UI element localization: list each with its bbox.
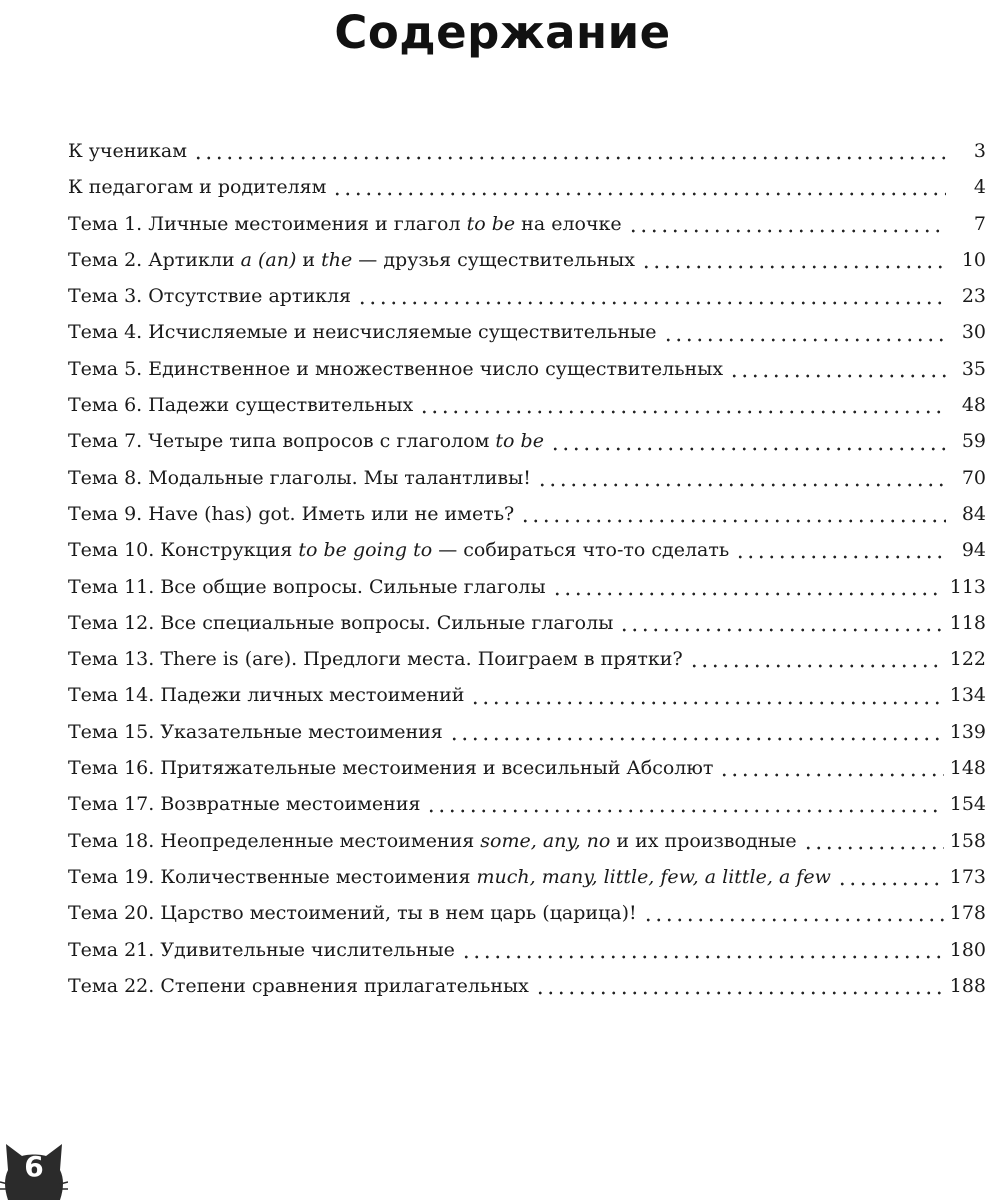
page-number: 6 bbox=[24, 1150, 44, 1183]
dot-leader bbox=[461, 955, 944, 959]
toc-entry-title-text: К ученикам bbox=[68, 140, 188, 162]
toc-entry[interactable] bbox=[68, 823, 986, 859]
toc-entry[interactable] bbox=[68, 641, 986, 677]
dot-leader bbox=[719, 773, 943, 777]
toc-entry-page-number: 10 bbox=[961, 248, 986, 271]
toc-entry-title bbox=[68, 677, 470, 713]
toc-entry-title-text: Тема 20. Царство местоимений, ты в нем царь (царица)! bbox=[68, 902, 637, 925]
toc-entry-page-number: 148 bbox=[949, 757, 986, 780]
toc-entry-title bbox=[68, 750, 719, 786]
toc-entry[interactable] bbox=[68, 351, 986, 387]
toc-entry-page-number: 118 bbox=[949, 611, 986, 634]
toc-entry-page-number: 188 bbox=[949, 974, 986, 997]
dot-leader bbox=[619, 628, 943, 632]
toc-entry[interactable] bbox=[68, 496, 986, 532]
toc-entry-page-number: 113 bbox=[949, 575, 986, 598]
toc-entry-title-italic: to be bbox=[495, 430, 544, 453]
toc-entry-page-number: 23 bbox=[961, 285, 986, 308]
toc-entry-page-number: 84 bbox=[961, 502, 986, 525]
toc-entry-title bbox=[68, 895, 643, 931]
toc-entry[interactable] bbox=[68, 750, 986, 786]
toc-entry-title-text: К педагогам и родителям bbox=[68, 176, 327, 199]
toc-entry-title-text: Тема 1. Личные местоимения и глагол bbox=[68, 212, 467, 235]
dot-leader bbox=[449, 737, 944, 741]
toc-entry-title-text: Тема 6. Падежи существительных bbox=[68, 394, 414, 417]
dot-leader bbox=[332, 192, 946, 196]
toc-entry-page-number: 180 bbox=[949, 938, 986, 961]
dot-leader bbox=[550, 447, 946, 451]
toc-entry-title bbox=[68, 714, 449, 750]
toc-entry-title-text: Тема 18. Неопределенные местоимения bbox=[68, 829, 481, 852]
toc-entry-page-number: 30 bbox=[961, 321, 986, 344]
toc-entry-title-text: Тема 2. Артикли bbox=[68, 248, 241, 271]
toc-entry-page-number: 7 bbox=[973, 212, 986, 235]
toc-entry[interactable] bbox=[68, 278, 986, 314]
toc-entry[interactable] bbox=[68, 569, 986, 605]
toc-entry-title bbox=[68, 932, 461, 968]
toc-entry-title-italic: much, many, little, few, a little, a few bbox=[476, 865, 831, 888]
dot-leader bbox=[689, 664, 944, 668]
dot-leader bbox=[735, 555, 946, 559]
toc-entry-title-text: Тема 4. Исчисляемые и неисчисляемые существительные bbox=[68, 321, 657, 344]
toc-entry-title bbox=[68, 242, 641, 278]
toc-entry-title-italic: the bbox=[321, 248, 353, 271]
page-number-badge bbox=[0, 1138, 68, 1200]
toc-entry[interactable] bbox=[68, 532, 986, 568]
toc-entry-title bbox=[68, 387, 419, 423]
toc-entry[interactable] bbox=[68, 242, 986, 278]
toc-entry-title bbox=[68, 532, 735, 568]
toc-entry[interactable] bbox=[68, 714, 986, 750]
toc-entry-title bbox=[68, 569, 552, 605]
toc-entry-title-text: на елочке bbox=[515, 212, 622, 235]
toc-entry-title-text: Тема 13. There is (are). Предлоги места. Поиграем в прятки? bbox=[68, 648, 683, 671]
toc-entry-title-text: Тема 19. Количественные местоимения bbox=[68, 865, 477, 888]
toc-entry[interactable] bbox=[68, 786, 986, 822]
toc-entry-title-italic: some, any, no bbox=[480, 829, 611, 852]
toc-entry-page-number: 70 bbox=[961, 466, 986, 489]
toc-entry-title-text: и bbox=[296, 248, 322, 271]
dot-leader bbox=[193, 156, 946, 160]
toc-entry-title bbox=[68, 314, 663, 350]
toc-entry-title bbox=[68, 460, 537, 496]
toc-entry-title-text: Тема 7. Четыре типа вопросов с глаголом bbox=[68, 430, 496, 453]
toc-entry[interactable] bbox=[68, 423, 986, 459]
dot-leader bbox=[552, 592, 944, 596]
dot-leader bbox=[520, 519, 946, 523]
toc-entry-title bbox=[68, 496, 520, 532]
toc-entry-title bbox=[68, 859, 837, 895]
toc-entry[interactable] bbox=[68, 314, 986, 350]
toc-entry[interactable] bbox=[68, 460, 986, 496]
dot-leader bbox=[426, 809, 943, 813]
dot-leader bbox=[643, 918, 944, 922]
toc-entry-title-italic: to be going to bbox=[298, 539, 433, 562]
toc-entry-page-number: 48 bbox=[961, 394, 986, 417]
toc-entry[interactable] bbox=[68, 677, 986, 713]
toc-entry-page-number: 3 bbox=[973, 140, 986, 162]
dot-leader bbox=[535, 991, 944, 995]
toc-entry[interactable] bbox=[68, 605, 986, 641]
toc-entry-title bbox=[68, 641, 689, 677]
toc-entry-title-text: Тема 11. Все общие вопросы. Сильные глаголы bbox=[68, 575, 546, 598]
dot-leader bbox=[419, 410, 946, 414]
toc-entry-title-text: и их производные bbox=[610, 829, 797, 852]
toc-entry-title bbox=[68, 605, 619, 641]
toc-entry-title-text: Тема 16. Притяжательные местоимения и всесильный Абсолют bbox=[68, 757, 714, 780]
toc-entry-title-text: Тема 14. Падежи личных местоимений bbox=[68, 684, 465, 707]
toc-entry-title-text: Тема 3. Отсутствие артикля bbox=[68, 285, 352, 308]
toc-entry-title bbox=[68, 423, 550, 459]
toc-entry-title-text: Тема 10. Конструкция bbox=[68, 539, 299, 562]
toc-entry-title-italic: to be bbox=[466, 212, 516, 235]
toc-entry-title-text: Тема 5. Единственное и множественное число существительных bbox=[68, 357, 724, 380]
toc-entry-title bbox=[68, 351, 729, 387]
toc-entry-page-number: 178 bbox=[949, 902, 986, 925]
toc-entry-page-number: 4 bbox=[973, 176, 986, 199]
dot-leader bbox=[641, 265, 946, 269]
toc-entry-title-text: Тема 17. Возвратные местоимения bbox=[68, 793, 421, 816]
toc-entry[interactable] bbox=[68, 968, 986, 1004]
toc-entry-title-text: — собираться что-то сделать bbox=[432, 539, 730, 562]
toc-entry-title-text: Тема 21. Удивительные числительные bbox=[68, 938, 455, 961]
toc-entry-title-text: Тема 22. Степени сравнения прилагательных bbox=[68, 974, 529, 997]
dot-leader bbox=[470, 701, 943, 705]
toc-entry-page-number: 122 bbox=[949, 648, 986, 671]
dot-leader bbox=[837, 882, 944, 886]
page-title: Содержание bbox=[334, 6, 671, 59]
toc-entry[interactable] bbox=[68, 932, 986, 968]
toc-entry[interactable] bbox=[68, 206, 986, 242]
toc-entry[interactable] bbox=[68, 895, 986, 931]
toc-entry-title-text: — друзья существительных bbox=[352, 248, 636, 271]
toc-entry-page-number: 35 bbox=[961, 357, 986, 380]
toc-entry-title-italic: a (an) bbox=[240, 248, 297, 271]
toc-entry-title-text: Тема 9. Have (has) got. Иметь или не иметь? bbox=[68, 502, 515, 525]
toc-entry-page-number: 158 bbox=[949, 829, 986, 852]
toc-entry-title bbox=[68, 206, 628, 242]
dot-leader bbox=[729, 374, 946, 378]
toc-entry-page-number: 154 bbox=[949, 793, 986, 816]
dot-leader bbox=[663, 338, 947, 342]
toc-entry-page-number: 139 bbox=[949, 720, 986, 743]
table-of-contents bbox=[68, 133, 986, 1004]
toc-entry-title bbox=[68, 278, 357, 314]
dot-leader bbox=[628, 229, 946, 233]
toc-entry-page-number: 134 bbox=[949, 684, 986, 707]
dot-leader bbox=[357, 301, 946, 305]
toc-entry[interactable] bbox=[68, 859, 986, 895]
toc-entry-title-text: Тема 8. Модальные глаголы. Мы талантливы! bbox=[68, 466, 531, 489]
toc-entry-page-number: 94 bbox=[961, 539, 986, 562]
toc-entry-page-number: 173 bbox=[949, 865, 986, 888]
toc-entry[interactable] bbox=[68, 169, 986, 205]
toc-entry[interactable] bbox=[68, 387, 986, 423]
toc-entry-title bbox=[68, 823, 803, 859]
toc-entry-title bbox=[68, 786, 426, 822]
toc-entry-title bbox=[68, 133, 193, 169]
toc-entry[interactable] bbox=[68, 133, 986, 169]
toc-entry-title bbox=[68, 968, 535, 1004]
dot-leader bbox=[803, 846, 944, 850]
toc-entry-title-text: Тема 15. Указательные местоимения bbox=[68, 720, 443, 743]
toc-entry-page-number: 59 bbox=[961, 430, 986, 453]
toc-entry-title-text: Тема 12. Все специальные вопросы. Сильные глаголы bbox=[68, 611, 614, 634]
dot-leader bbox=[537, 483, 946, 487]
toc-entry-title bbox=[68, 169, 332, 205]
